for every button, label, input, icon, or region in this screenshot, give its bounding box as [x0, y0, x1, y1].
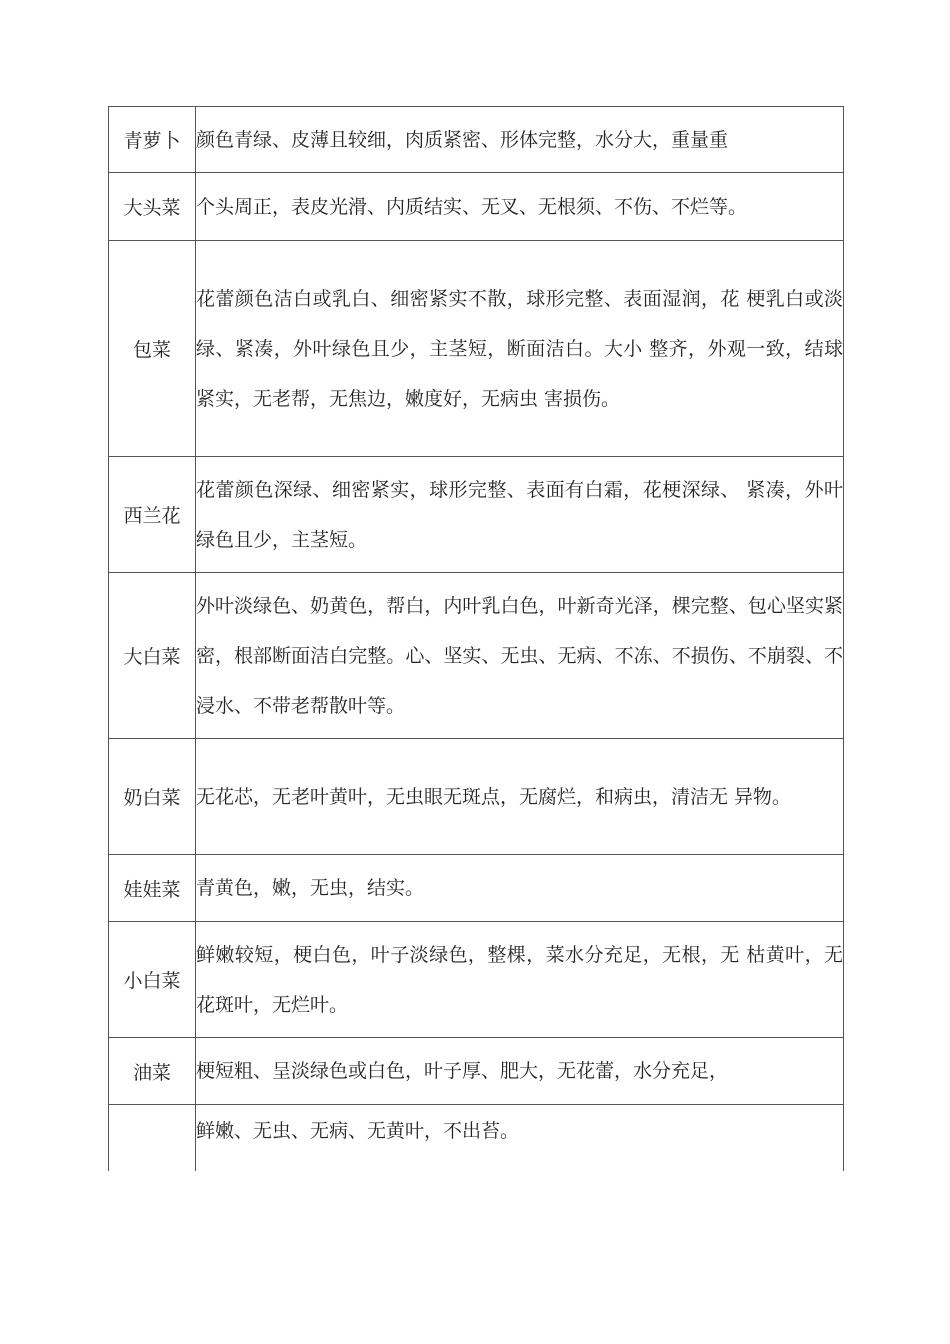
- table-row: [109, 173, 844, 241]
- table-row: [109, 855, 844, 922]
- vegetable-description: 外叶淡绿色、奶黄色，帮白，内叶乳白色，叶新奇光泽，棵完整、包心坚实紧密，根部断面洁白完整。心、坚实、无虫、无病、不冻、不损伤、不崩裂、不浸水、不带老帮散叶等。: [196, 573, 844, 739]
- vegetable-name: 西兰花: [109, 457, 196, 573]
- vegetable-name: 大白菜: [109, 573, 196, 739]
- vegetable-name: 娃娃菜: [109, 855, 196, 922]
- vegetable-description: 青黄色，嫩，无虫，结实。: [196, 855, 844, 922]
- vegetable-description: 个头周正，表皮光滑、内质结实、无叉、无根须、不伤、不烂等。: [196, 173, 844, 241]
- vegetable-description: 花蕾颜色深绿、细密紧实，球形完整、表面有白霜，花梗深绿、 紧凑，外叶绿色且少，主茎短。: [196, 457, 844, 573]
- table-row: [109, 241, 844, 457]
- table-row: [109, 1038, 844, 1105]
- vegetable-description: 鲜嫩、无虫、无病、无黄叶，不出苔。: [196, 1105, 844, 1171]
- vegetable-description: 颜色青绿、皮薄且较细，肉质紧密、形体完整，水分大，重量重: [196, 107, 844, 173]
- vegetable-description: 梗短粗、呈淡绿色或白色，叶子厚、肥大，无花蕾，水分充足，: [196, 1038, 844, 1105]
- table-row: [109, 739, 844, 855]
- vegetable-name: 小白菜: [109, 922, 196, 1038]
- vegetable-standards-table: [108, 106, 844, 1171]
- vegetable-name: 奶白菜: [109, 739, 196, 855]
- vegetable-name: 大头菜: [109, 173, 196, 241]
- vegetable-description: 鲜嫩较短，梗白色，叶子淡绿色，整棵，菜水分充足，无根，无 枯黄叶，无花斑叶，无烂叶。: [196, 922, 844, 1038]
- vegetable-name: 青萝卜: [109, 107, 196, 173]
- vegetable-description: 无花芯，无老叶黄叶，无虫眼无斑点，无腐烂，和病虫，清洁无 异物。: [196, 739, 844, 855]
- vegetable-name: [109, 1105, 196, 1171]
- table-row: [109, 107, 844, 173]
- table-row: [109, 573, 844, 739]
- vegetable-name: 油菜: [109, 1038, 196, 1105]
- table-row: [109, 922, 844, 1038]
- vegetable-description: 花蕾颜色洁白或乳白、细密紧实不散，球形完整、表面湿润，花 梗乳白或淡绿、紧凑，外叶绿色且少，主茎短，断面洁白。大小 整齐，外观一致，结球紧实，无老帮，无焦边，嫩度好，无病虫 害损伤。: [196, 241, 844, 457]
- table-row: [109, 457, 844, 573]
- table-row: [109, 1105, 844, 1171]
- vegetable-name: 包菜: [109, 241, 196, 457]
